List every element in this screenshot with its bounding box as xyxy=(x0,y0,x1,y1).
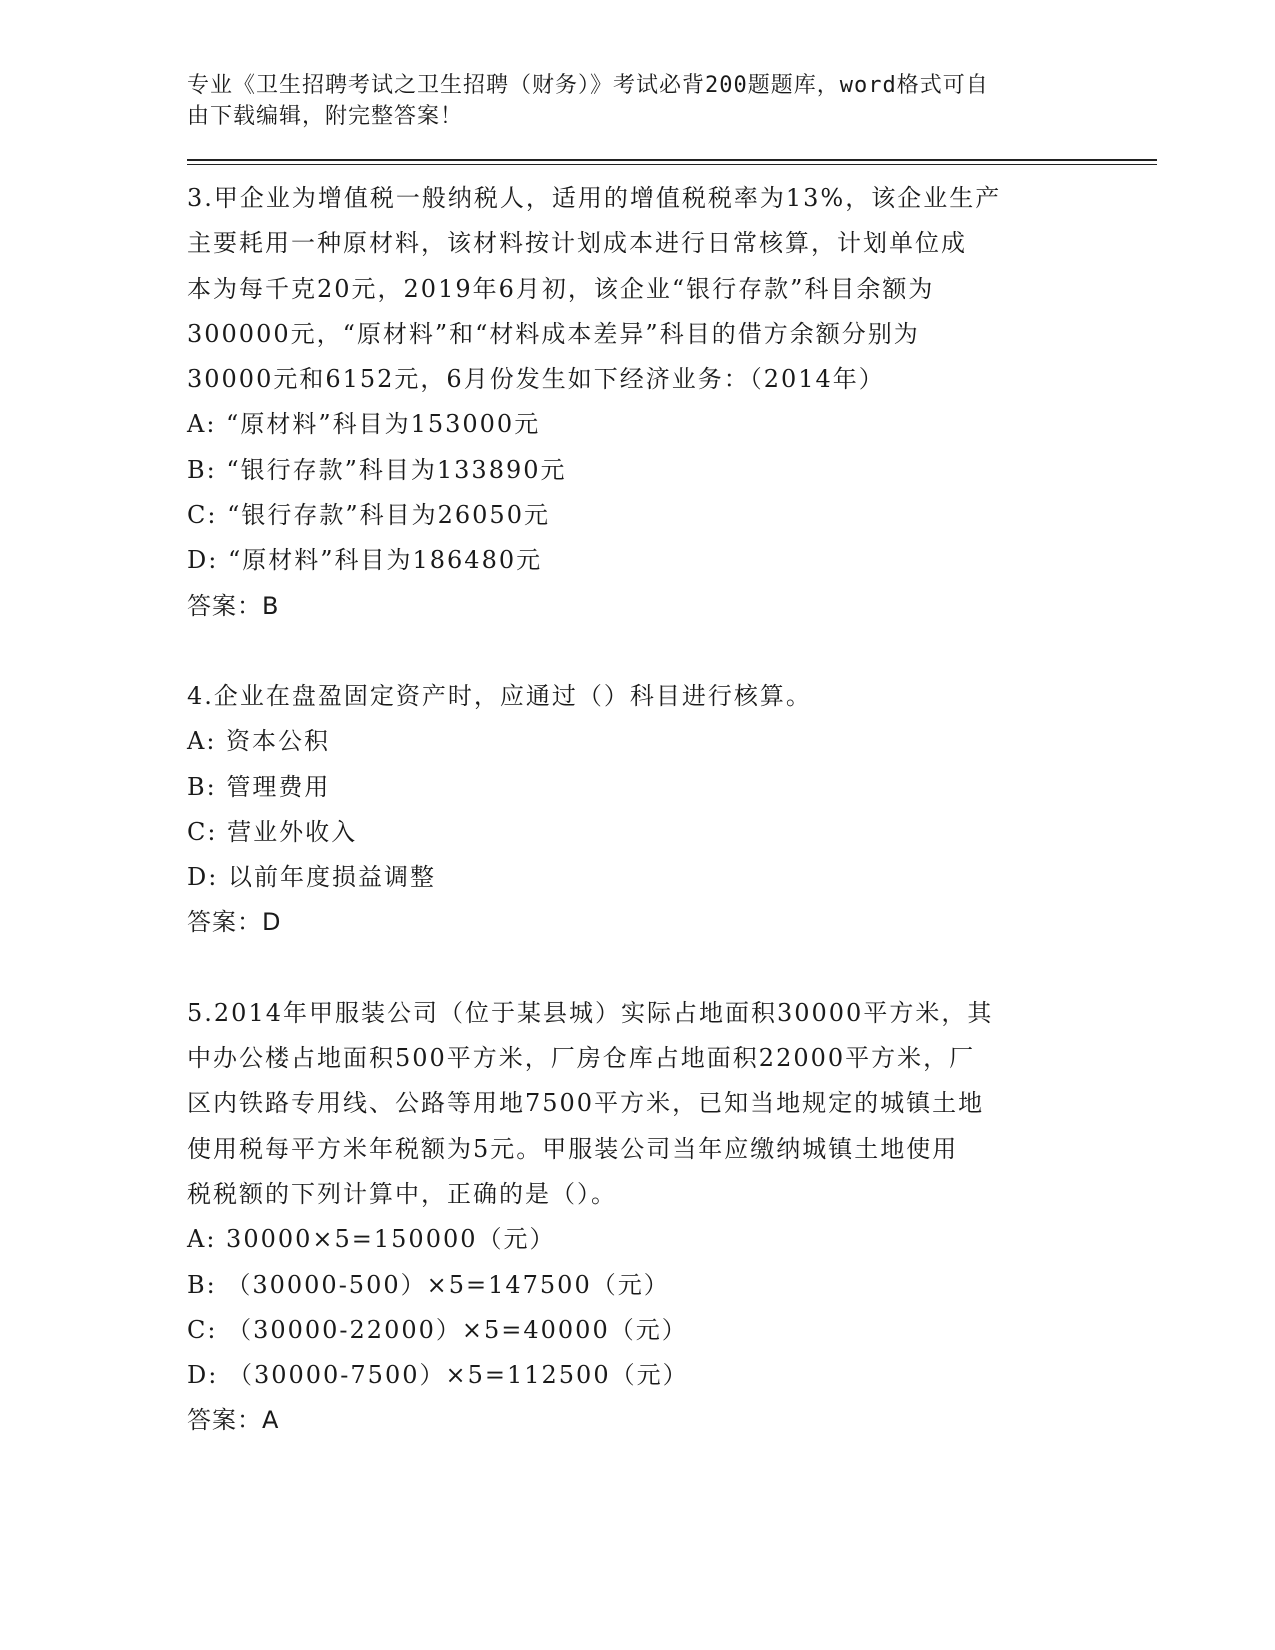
document-header xyxy=(187,70,1067,132)
answer-line: 答案：A xyxy=(187,1406,280,1435)
stem-line: 税税额的下列计算中，正确的是（）。 xyxy=(187,1179,617,1208)
option-c: C: “银行存款”科目为26050元 xyxy=(187,501,550,530)
question-3 xyxy=(187,176,1147,629)
spacer xyxy=(187,629,1147,674)
option-c: C: 营业外收入 xyxy=(187,817,358,846)
option-a: A: “原材料”科目为153000元 xyxy=(187,410,541,439)
header-divider xyxy=(187,159,1157,165)
answer-line: 答案：D xyxy=(187,908,282,937)
question-stem xyxy=(187,176,1087,402)
stem-line: 本为每千克20元，2019年6月初，该企业“银行存款”科目余额为 xyxy=(187,274,935,303)
spacer xyxy=(187,946,1147,991)
question-stem xyxy=(187,674,1087,719)
option-b: B: 管理费用 xyxy=(187,772,331,801)
stem-line: 5.2014年甲服装公司（位于某县城）实际占地面积30000平方米，其 xyxy=(187,998,994,1027)
option-d: D: “原材料”科目为186480元 xyxy=(187,546,543,575)
stem-line: 30000元和6152元，6月份发生如下经济业务：（2014年） xyxy=(187,365,885,394)
header-line-2: 由下载编辑，附完整答案！ xyxy=(187,104,464,129)
question-5 xyxy=(187,991,1147,1444)
question-stem xyxy=(187,991,1087,1217)
stem-line: 使用税每平方米年税额为5元。甲服装公司当年应缴纳城镇土地使用 xyxy=(187,1134,959,1163)
stem-line: 区内铁路专用线、公路等用地7500平方米，已知当地规定的城镇土地 xyxy=(187,1089,985,1118)
option-b: B: “银行存款”科目为133890元 xyxy=(187,455,567,484)
option-d: D: 以前年度损益调整 xyxy=(187,863,436,892)
option-a: A: 资本公积 xyxy=(187,727,331,756)
stem-line: 300000元，“原材料”和“材料成本差异”科目的借方余额分别为 xyxy=(187,319,920,348)
stem-line: 中办公楼占地面积500平方米，厂房仓库占地面积22000平方米，厂 xyxy=(187,1044,976,1073)
question-4 xyxy=(187,674,1147,946)
stem-line: 3.甲企业为增值税一般纳税人，适用的增值税税率为13%，该企业生产 xyxy=(187,184,1002,212)
option-d: D: （30000-7500）×5=112500（元） xyxy=(187,1361,689,1390)
stem-line: 主要耗用一种原材料，该材料按计划成本进行日常核算，计划单位成 xyxy=(187,229,967,258)
answer-line: 答案：B xyxy=(187,591,280,620)
header-line-1: 专业《卫生招聘考试之卫生招聘（财务）》考试必背200题题库，word格式可自 xyxy=(187,73,989,98)
option-b: B: （30000-500）×5=147500（元） xyxy=(187,1270,670,1299)
document-page xyxy=(187,70,1147,1444)
option-c: C: （30000-22000）×5=40000（元） xyxy=(187,1315,688,1344)
stem-line: 4.企业在盘盈固定资产时，应通过（）科目进行核算。 xyxy=(187,681,812,710)
option-a: A: 30000×5=150000（元） xyxy=(187,1225,556,1254)
